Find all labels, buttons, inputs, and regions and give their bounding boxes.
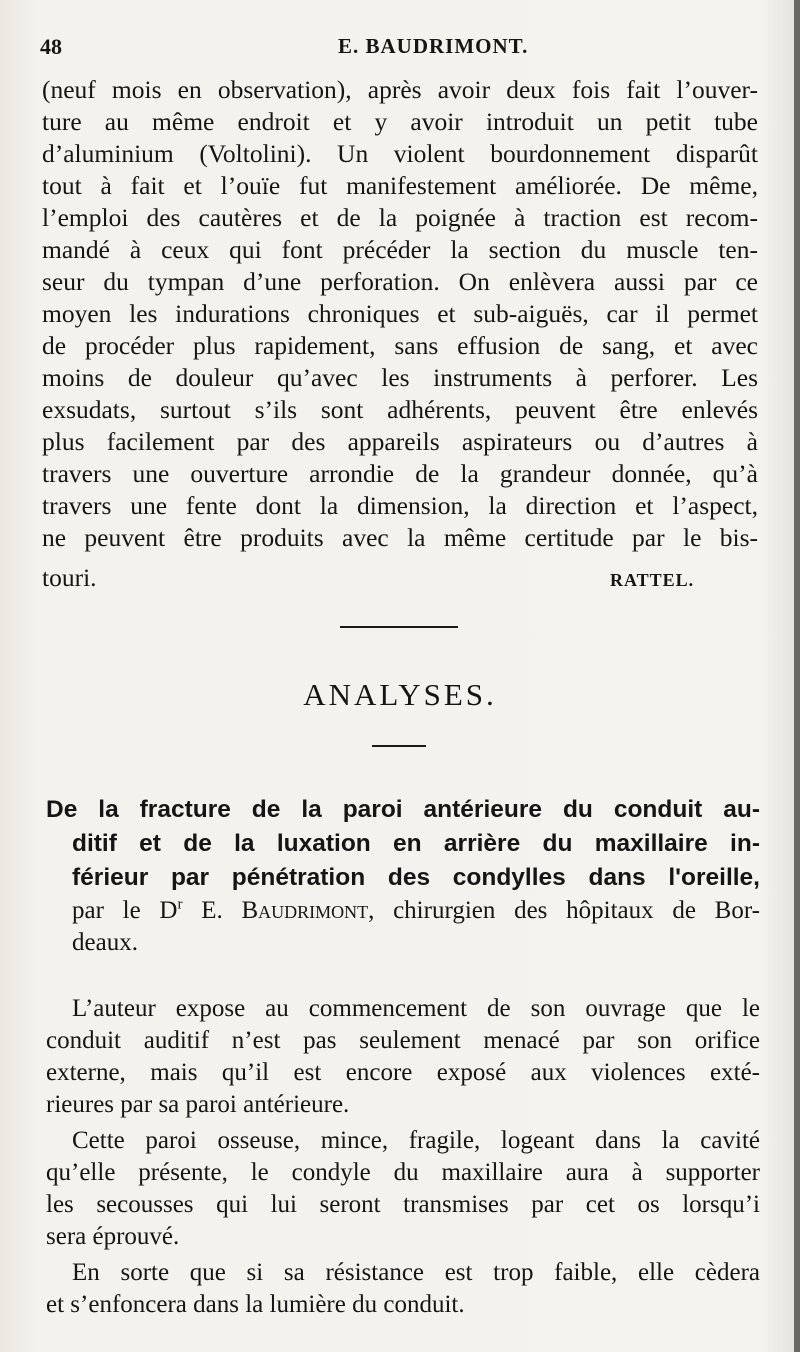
section-title: ANALYSES. [303,677,497,712]
body-line: tout à fait et l’ouïe fut manifestement améliorée. De même, [42,171,758,200]
body-line: ture au même endroit et y avoir introduit un petit tube [42,107,758,136]
article-line: sera éprouvé. [46,1223,180,1250]
body-line: d’aluminium (Voltolini). Un violent bourdonnement disparût [42,139,758,168]
body-line: seur du tympan d’une perforation. On enlèvera aussi par ce [42,267,758,296]
byline-sup: r [177,896,183,913]
page-number: 48 [40,34,62,59]
article-byline [72,895,760,927]
body-line: l’emploi des cautères et de la poignée à traction est recom- [42,203,758,232]
running-head: E. BAUDRIMONT. [338,34,529,58]
article-title-line: ditif et de la luxation en arrière du maxillaire in- [72,830,760,857]
divider-rule [340,626,458,628]
article-line: rieures par sa paroi antérieure. [46,1091,350,1118]
article-line: qu’elle présente, le condyle du maxillaire aura à supporter [46,1159,760,1186]
article-line: conduit auditif n’est pas seulement menacé par son orifice [46,1027,760,1054]
article-line: les secousses qui lui seront transmises par cet os lorsqu’i [46,1191,760,1218]
byline-author: Baudrimont [241,897,369,924]
body-line: moyen les indurations chroniques et sub-aiguës, car il permet [42,299,758,328]
body-line: moins de douleur qu’avec les instruments à perforer. Les [42,363,758,392]
article-line: et s’enfoncera dans la lumière du conduit. [46,1291,465,1318]
byline-prefix: par le D [72,897,178,924]
article-title-line: De la fracture de la paroi antérieure du conduit au- [46,796,760,823]
body-line: travers une ouverture arrondie de la grandeur donnée, qu’à [42,459,758,488]
body-line: ne peuvent être produits avec la même certitude par le bis- [42,523,758,552]
body-line: mandé à ceux qui font précéder la section du muscle ten- [42,235,758,264]
body-line: (neuf mois en observation), après avoir deux fois fait l’ouver- [42,75,758,104]
page-header [40,32,760,62]
body-line: exsudats, surtout s’ils sont adhérents, peuvent être enlevés [42,395,758,424]
body-line: plus facilement par des appareils aspirateurs ou d’autres à [42,427,758,456]
byline-initial: E. [182,897,242,924]
article-byline-cont: deaux. [72,929,138,956]
body-line: de procéder plus rapidement, sans effusion de sang, et avec [42,331,758,360]
article-line: L’auteur expose au commencement de son ouvrage que le [72,995,760,1022]
article-line: externe, mais qu’il est encore exposé aux violences exté- [46,1059,760,1086]
signature: RATTEL. [610,570,695,590]
divider-rule-short [372,745,426,747]
body-line: touri. [42,563,97,592]
article-line: En sorte que si sa résistance est trop faible, elle cèdera [72,1259,760,1286]
body-line: travers une fente dont la dimension, la direction et l’aspect, [42,491,758,520]
page-edge-shadow [794,0,800,1352]
article-title-line: férieur par pénétration des condylles dans l'oreille, [72,864,760,891]
byline-affiliation: , chirurgien des hôpitaux de Bor- [368,897,760,924]
article-line: Cette paroi osseuse, mince, fragile, logeant dans la cavité [72,1127,760,1154]
